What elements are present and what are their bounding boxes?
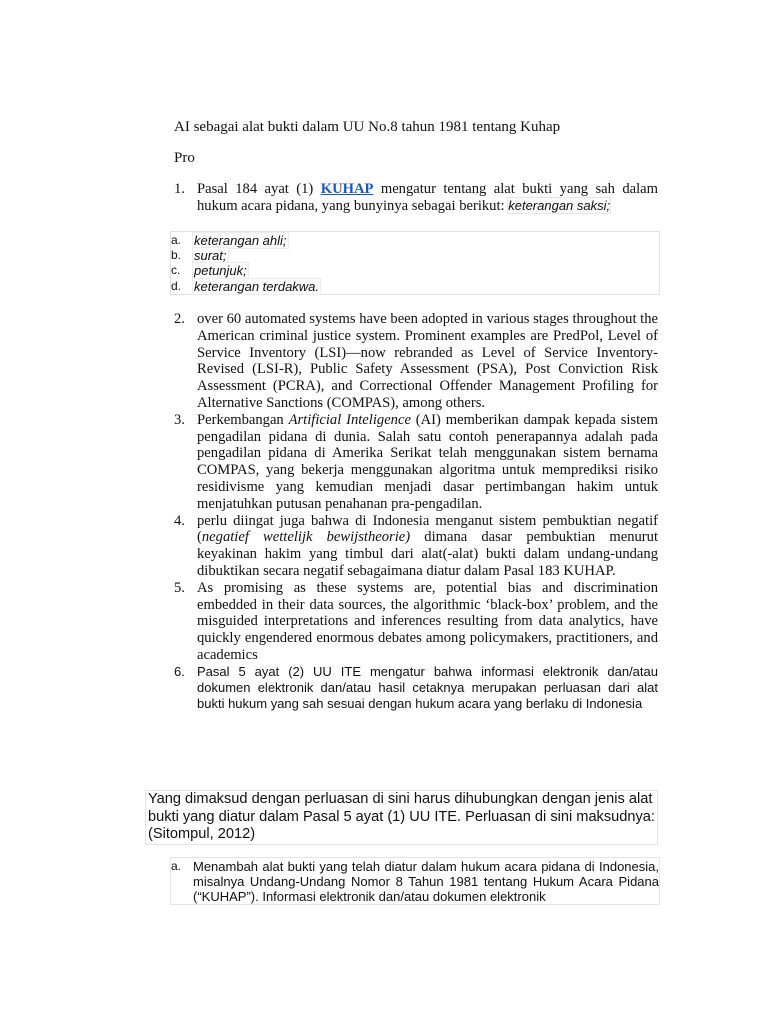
- italic-term: negatief wettelijk bewijstheorie): [201, 529, 411, 546]
- list-letter: a.: [171, 233, 182, 247]
- list-item-text: surat;: [194, 248, 227, 264]
- numbered-list-part1: [174, 181, 658, 215]
- list-letter: b.: [171, 248, 182, 263]
- section-heading-pro: Pro: [174, 150, 195, 166]
- list-item-6: [174, 664, 658, 712]
- list-number: 3.: [174, 411, 185, 428]
- list-item-3: [174, 412, 658, 513]
- item-text: Pasal 184 ayat (1): [197, 181, 321, 197]
- item-text: Perkembangan: [197, 411, 289, 428]
- sub-list-alat-bukti: [170, 231, 660, 295]
- perluasan-paragraph: Yang dimaksud dengan perluasan di sini harus dihubungkan dengan jenis alat bukti yang diatur dalam Pasal 5 ayat (1) UU ITE. Perluasan di sini maksudnya: (Sitompul, 2012): [145, 790, 658, 845]
- item-text: Pasal 5 ayat (2) UU ITE mengatur bahwa informasi elektronik dan/atau dokumen elektronik dan/atau hasil cetaknya merupakan perluasan dari alat bukti hukum yang sah sesuai dengan hukum acara yang berlaku di Indonesia: [197, 663, 658, 711]
- list-number: 5.: [174, 579, 185, 596]
- document-title: AI sebagai alat bukti dalam UU No.8 tahun 1981 tentang Kuhap: [174, 119, 561, 135]
- list-item-1: [174, 181, 658, 215]
- list-number: 6.: [174, 663, 185, 679]
- boxed-italic-text: keterangan saksi;: [508, 197, 611, 213]
- list-number: 4.: [174, 512, 185, 529]
- list-item: [171, 263, 659, 278]
- list-number: 2.: [174, 311, 185, 327]
- list-item-2: [174, 311, 658, 412]
- list-item-text: petunjuk;: [194, 263, 247, 279]
- list-number: 1.: [174, 181, 185, 197]
- item-text: As promising as these systems are, potential bias and discrimination embedded in their data sources, the algorithmic ‘black-box’ problem, and the misguided interpretations and inferences resulting from data analytics, have quickly engendered enormous debates among policymakers, practitioners, and academics: [197, 579, 658, 663]
- item-text: dimana dasar pembuktian menurut keyakinan hakim yang timbul dari alat(-alat) bukti dalam undang-undang dibuktikan secara negatif sebagaimana diatur dalam Pasal 183 KUHAP.: [197, 529, 658, 579]
- list-item: [171, 279, 659, 294]
- list-item: [171, 248, 659, 263]
- kuhap-link[interactable]: KUHAP: [320, 181, 374, 197]
- list-letter: a.: [171, 859, 182, 873]
- item-text: perlu diingat juga bahwa di Indonesia menganut sistem pembuktian negatif (: [197, 512, 658, 546]
- list-item-text: keterangan ahli;: [194, 233, 287, 248]
- item-text: mengatur tentang alat bukti yang sah dalam hukum acara pidana, yang bunyinya sebagai berikut:: [197, 181, 658, 214]
- numbered-list-part2: [174, 311, 658, 712]
- list-item-text: keterangan terdakwa.: [194, 278, 320, 294]
- perluasan-list: [170, 857, 660, 905]
- item-text: (AI) memberikan dampak kepada sistem pengadilan pidana di dunia. Salah satu contoh penerapannya adalah pada pengadilan pidana di Amerika Serikat telah menggunakan sistem bernama COMPAS, yang bekerja menggunakan algoritma untuk memprediksi risiko residivisme yang kemudian menjadi dasar pertimbangan hakim untuk menjatuhkan putusan penahanan pra-pengadilan.: [197, 411, 658, 512]
- list-item-5: [174, 580, 658, 664]
- list-letter: d.: [171, 278, 182, 293]
- list-item-4: [174, 513, 658, 580]
- italic-term: Artificial Inteligence: [288, 411, 411, 428]
- list-letter: c.: [171, 263, 181, 278]
- list-item: [171, 233, 659, 248]
- list-item-text: Menambah alat bukti yang telah diatur dalam hukum acara pidana di Indonesia, misalnya Undang-Undang Nomor 8 Tahun 1981 tentang Hukum Acara Pidana (“KUHAP”). Informasi elektronik dan/atau dokumen elektronik: [193, 859, 659, 905]
- item-text: over 60 automated systems have been adopted in various stages throughout the American criminal justice system. Prominent examples are PredPol, Level of Service Inventory (LSI)—now rebranded as Level of Service Inventory-Revised (LSI-R), Public Safety Assessment (PSA), Post Conviction Risk Assessment (PCRA), and Correctional Offender Management Profiling for Alternative Sanctions (COMPAS), among others.: [197, 311, 658, 411]
